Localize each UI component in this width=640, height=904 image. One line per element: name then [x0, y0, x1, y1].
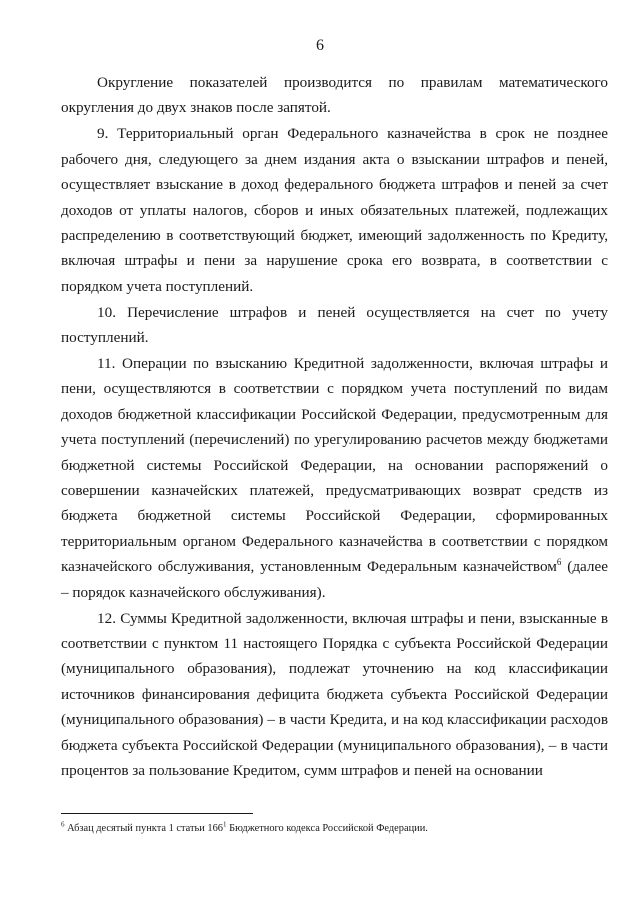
paragraph-11 — [61, 351, 608, 605]
paragraph-10: 10. Перечисление штрафов и пеней осуществляется на счет по учету поступлений. — [61, 303, 608, 347]
paragraph-rounding: Округление показателей производится по правилам математического округления до двух знаков после запятой. — [61, 74, 608, 117]
footnote-marker: 6 — [61, 820, 65, 829]
footnote-article-superscript: 1 — [223, 820, 227, 829]
page-number: 6 — [316, 37, 324, 54]
footnote-reference[interactable]: 6 — [556, 557, 562, 568]
footnote-text: Абзац десятый пункта 1 статьи 166 — [64, 823, 224, 834]
paragraph-12: 12. Суммы Кредитной задолженности, включая штрафы и пени, взысканные в соответствии с пунктом 11 настоящего Порядка с субъекта Российской Федерации (муниципального образования), подлежат уточнению на код классификации источников финансирования дефицита бюджета субъекта Российской Федерации (муниципального образования) – в части Кредита, и на код классификации расходов бюджета субъекта Российской Федерации (муниципального образования), – в части процентов за пользование Кредитом, сумм штрафов и пеней на основании — [61, 609, 608, 779]
footnote-divider — [61, 813, 253, 814]
paragraph-11-tail: (далее – порядок казначейского обслуживания). — [61, 558, 608, 601]
document-body — [61, 70, 608, 783]
footnote-text-tail: Бюджетного кодекса Российской Федерации. — [226, 823, 428, 834]
paragraph-11-text: 11. Операции по взысканию Кредитной задолженности, включая штрафы и пени, осуществляются в соответствии с порядком учета поступлений по видам доходов бюджетной классификации Российской Федерации, предусмотренным для учета поступлений (перечислений) по урегулированию расчетов между бюджетами бюджетной системы Российской Федерации, на основании распоряжений о совершении казначейских платежей, предусматривающих возврат средств из бюджета бюджетной системы Российской Федерации, сформированных территориальным органом Федерального казначейства в соответствии с порядком казначейского обслуживания, установленным Федеральным казначейством — [61, 354, 608, 576]
paragraph-9: 9. Территориальный орган Федерального казначейства в срок не позднее рабочего дня, следующего за днем издания акта о взыскании штрафов и пеней, осуществляет взыскание в доход федерального бюджета штрафов и пеней за счет доходов от уплаты налогов, сборов и иных обязательных платежей, подлежащих распределению в соответствующий бюджет, имеющий задолженность по Кредиту, включая штрафы и пени за нарушение срока его возврата, в соответствии с порядком учета поступлений. — [61, 125, 608, 295]
footnote — [61, 822, 608, 836]
